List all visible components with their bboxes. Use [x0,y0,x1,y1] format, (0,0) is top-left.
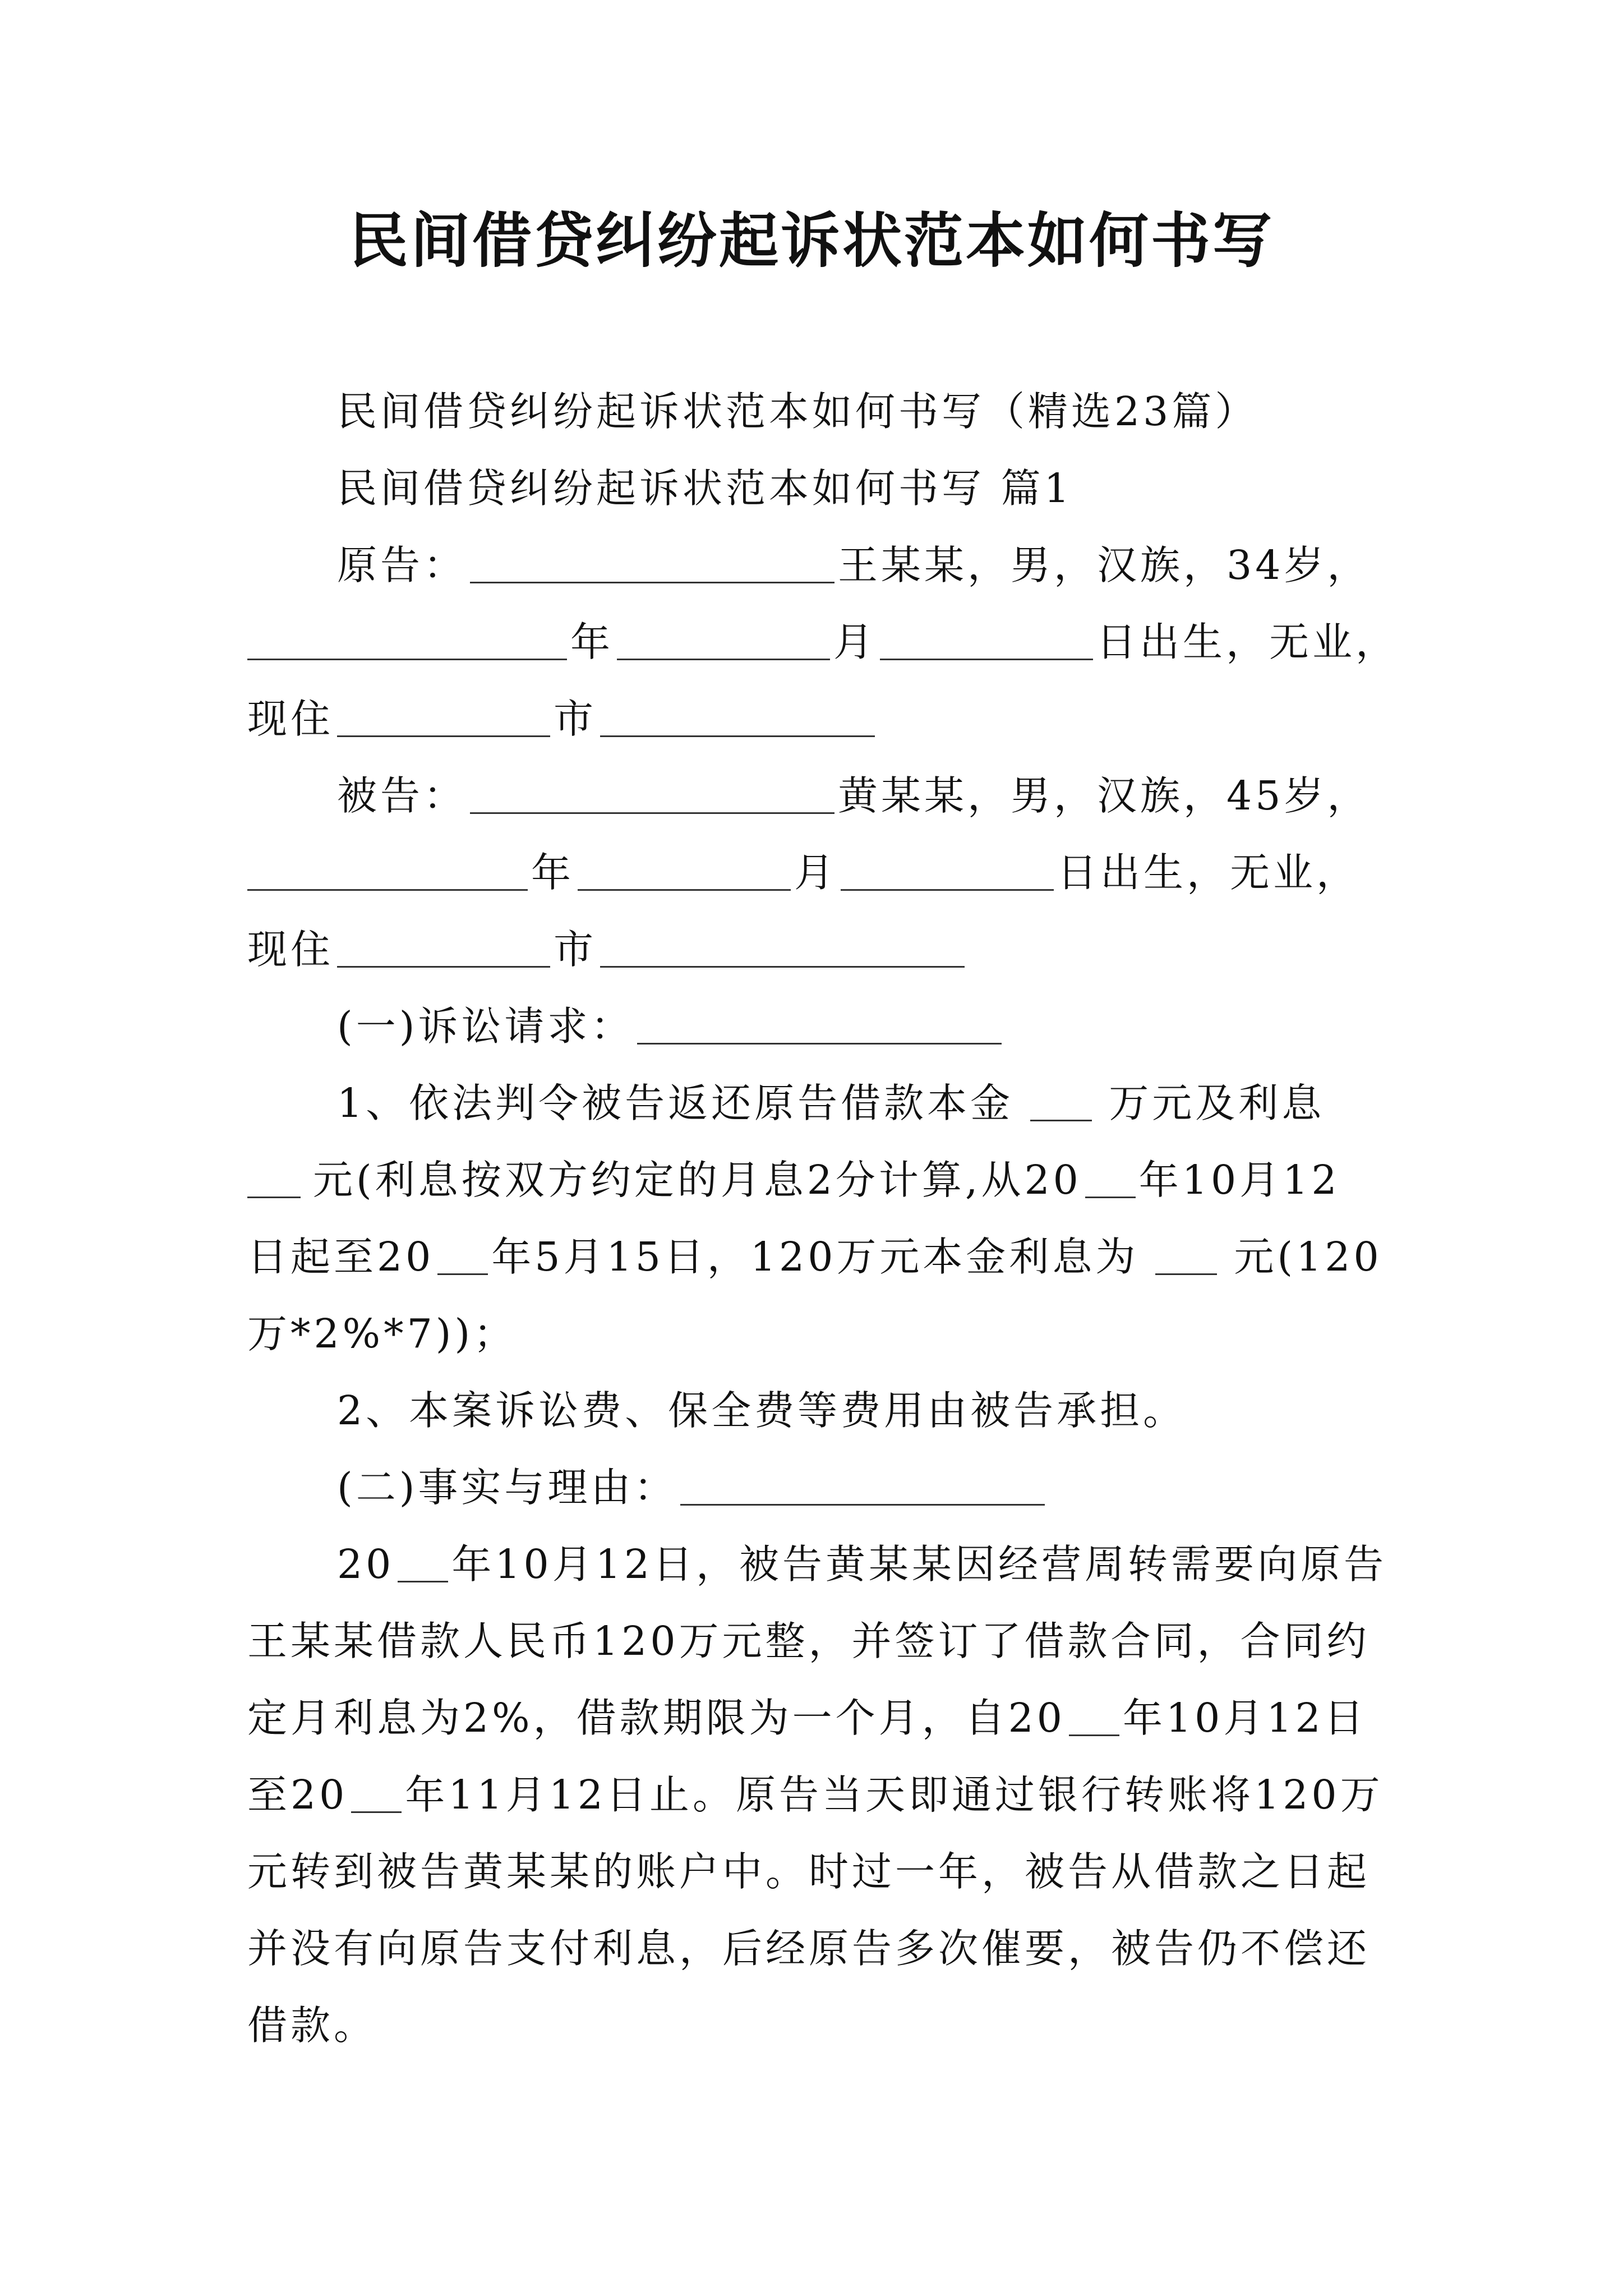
plaintiff-day-blank [880,618,1093,660]
plaintiff-year-label: 年 [570,619,614,665]
claim1-line-3 [247,1218,1386,1295]
facts-text-3b: 年10月12日 [1122,1695,1367,1741]
plaintiff-info: 王某某，男，汉族，34岁， [838,542,1371,588]
section-heading: 民间借贷纠纷起诉状范本如何书写 篇1 [337,465,1073,512]
claim1-amount-blank [1155,1233,1217,1275]
defendant-blank [470,772,834,814]
defendant-line-3 [247,911,1386,988]
facts-text-4b: 年11月12日止。原告当天即通过银行转账将120万 [405,1772,1384,1818]
facts-line-6: 并没有向原告支付利息，后经原告多次催要，被告仍不偿还 [247,1925,1371,1972]
claim2-line: 2、本案诉讼费、保全费等费用由被告承担。 [337,1387,1187,1434]
facts-heading-blank [680,1464,1045,1506]
claim1-line-2 [247,1142,1386,1218]
defendant-year-label: 年 [531,849,575,896]
plaintiff-line-2 [247,604,1399,680]
claim1-text-7: 元(120 [1234,1234,1382,1280]
defendant-month-label: 月 [794,849,838,896]
defendant-city-blank [600,926,965,968]
claim1-year-blank-1 [1085,1156,1136,1198]
plaintiff-year-blank [247,618,567,660]
claims-heading-line [247,988,1386,1065]
plaintiff-residence-label: 现住 [247,696,334,742]
facts-heading: (二)事实与理由： [337,1464,677,1511]
plaintiff-month-label: 月 [833,619,877,665]
defendant-residence-label: 现住 [247,926,334,973]
claim1-text-5: 日起至20 [247,1234,435,1280]
facts-heading-line [247,1449,1386,1526]
facts-year-blank-3 [351,1771,402,1813]
subtitle-line: 民间借贷纠纷起诉状范本如何书写（精选23篇） [337,388,1258,435]
defendant-birth-tail: 日出生，无业， [1057,849,1360,896]
facts-line-3 [247,1680,1386,1756]
claim1-text-1: 1、依法判令被告返还原告借款本金 [337,1080,1014,1126]
plaintiff-blank [470,541,834,583]
facts-line-2: 王某某借款人民币120万元整，并签订了借款合同，合同约 [247,1618,1370,1664]
plaintiff-city-blank [600,695,875,737]
plaintiff-city-label: 市 [554,696,597,742]
plaintiff-month-blank [617,618,830,660]
defendant-line-2 [247,834,1386,911]
defendant-residence-blank [337,926,550,968]
claim1-text-3: 元(利息按双方约定的月息2分计算,从20 [313,1157,1082,1203]
facts-line-5: 元转到被告黄某某的账户中。时过一年，被告从借款之日起 [247,1848,1371,1895]
facts-year-blank-2 [1069,1694,1119,1736]
defendant-label: 被告： [337,772,467,819]
facts-line-4 [247,1756,1386,1833]
claim1-line-4: 万*2%*7))； [247,1310,517,1357]
claim1-text-4: 年10月12 [1138,1157,1340,1203]
defendant-month-blank [578,849,791,891]
defendant-day-blank [841,849,1054,891]
plaintiff-residence-blank [337,695,550,737]
claims-heading: (一)诉讼请求： [337,1003,634,1050]
facts-line-7: 借款。 [247,2002,377,2049]
document-title: 民间借贷纠纷起诉状范本如何书写 [349,206,1274,275]
claim1-interest-blank [247,1156,301,1198]
defendant-line-1 [247,757,1386,834]
claim1-text-2: 万元及利息 [1109,1080,1325,1126]
defendant-info: 黄某某，男，汉族，45岁， [838,772,1371,819]
claim1-text-6: 年5月15日，120万元本金利息为 [491,1234,1139,1280]
claim1-line-1 [247,1065,1386,1142]
facts-line-1 [247,1526,1386,1603]
defendant-city-label: 市 [554,926,597,973]
plaintiff-line-1 [247,527,1386,604]
plaintiff-label: 原告： [337,542,467,588]
facts-text-4a: 至20 [247,1772,348,1818]
claim1-principal-blank [1030,1079,1092,1121]
claim1-year-blank-2 [437,1233,488,1275]
document-body [247,373,1399,2064]
plaintiff-line-3 [247,680,1386,757]
facts-text-1b: 年10月12日，被告黄某某因经营周转需要向原告 [451,1541,1387,1588]
facts-year-blank-1 [398,1540,448,1582]
defendant-year-blank [247,849,528,891]
facts-text-3a: 定月利息为2%，借款期限为一个月，自20 [247,1695,1066,1741]
plaintiff-birth-tail: 日出生，无业， [1096,619,1399,665]
claims-heading-blank [637,1002,1002,1045]
facts-text-1a: 20 [337,1541,395,1588]
